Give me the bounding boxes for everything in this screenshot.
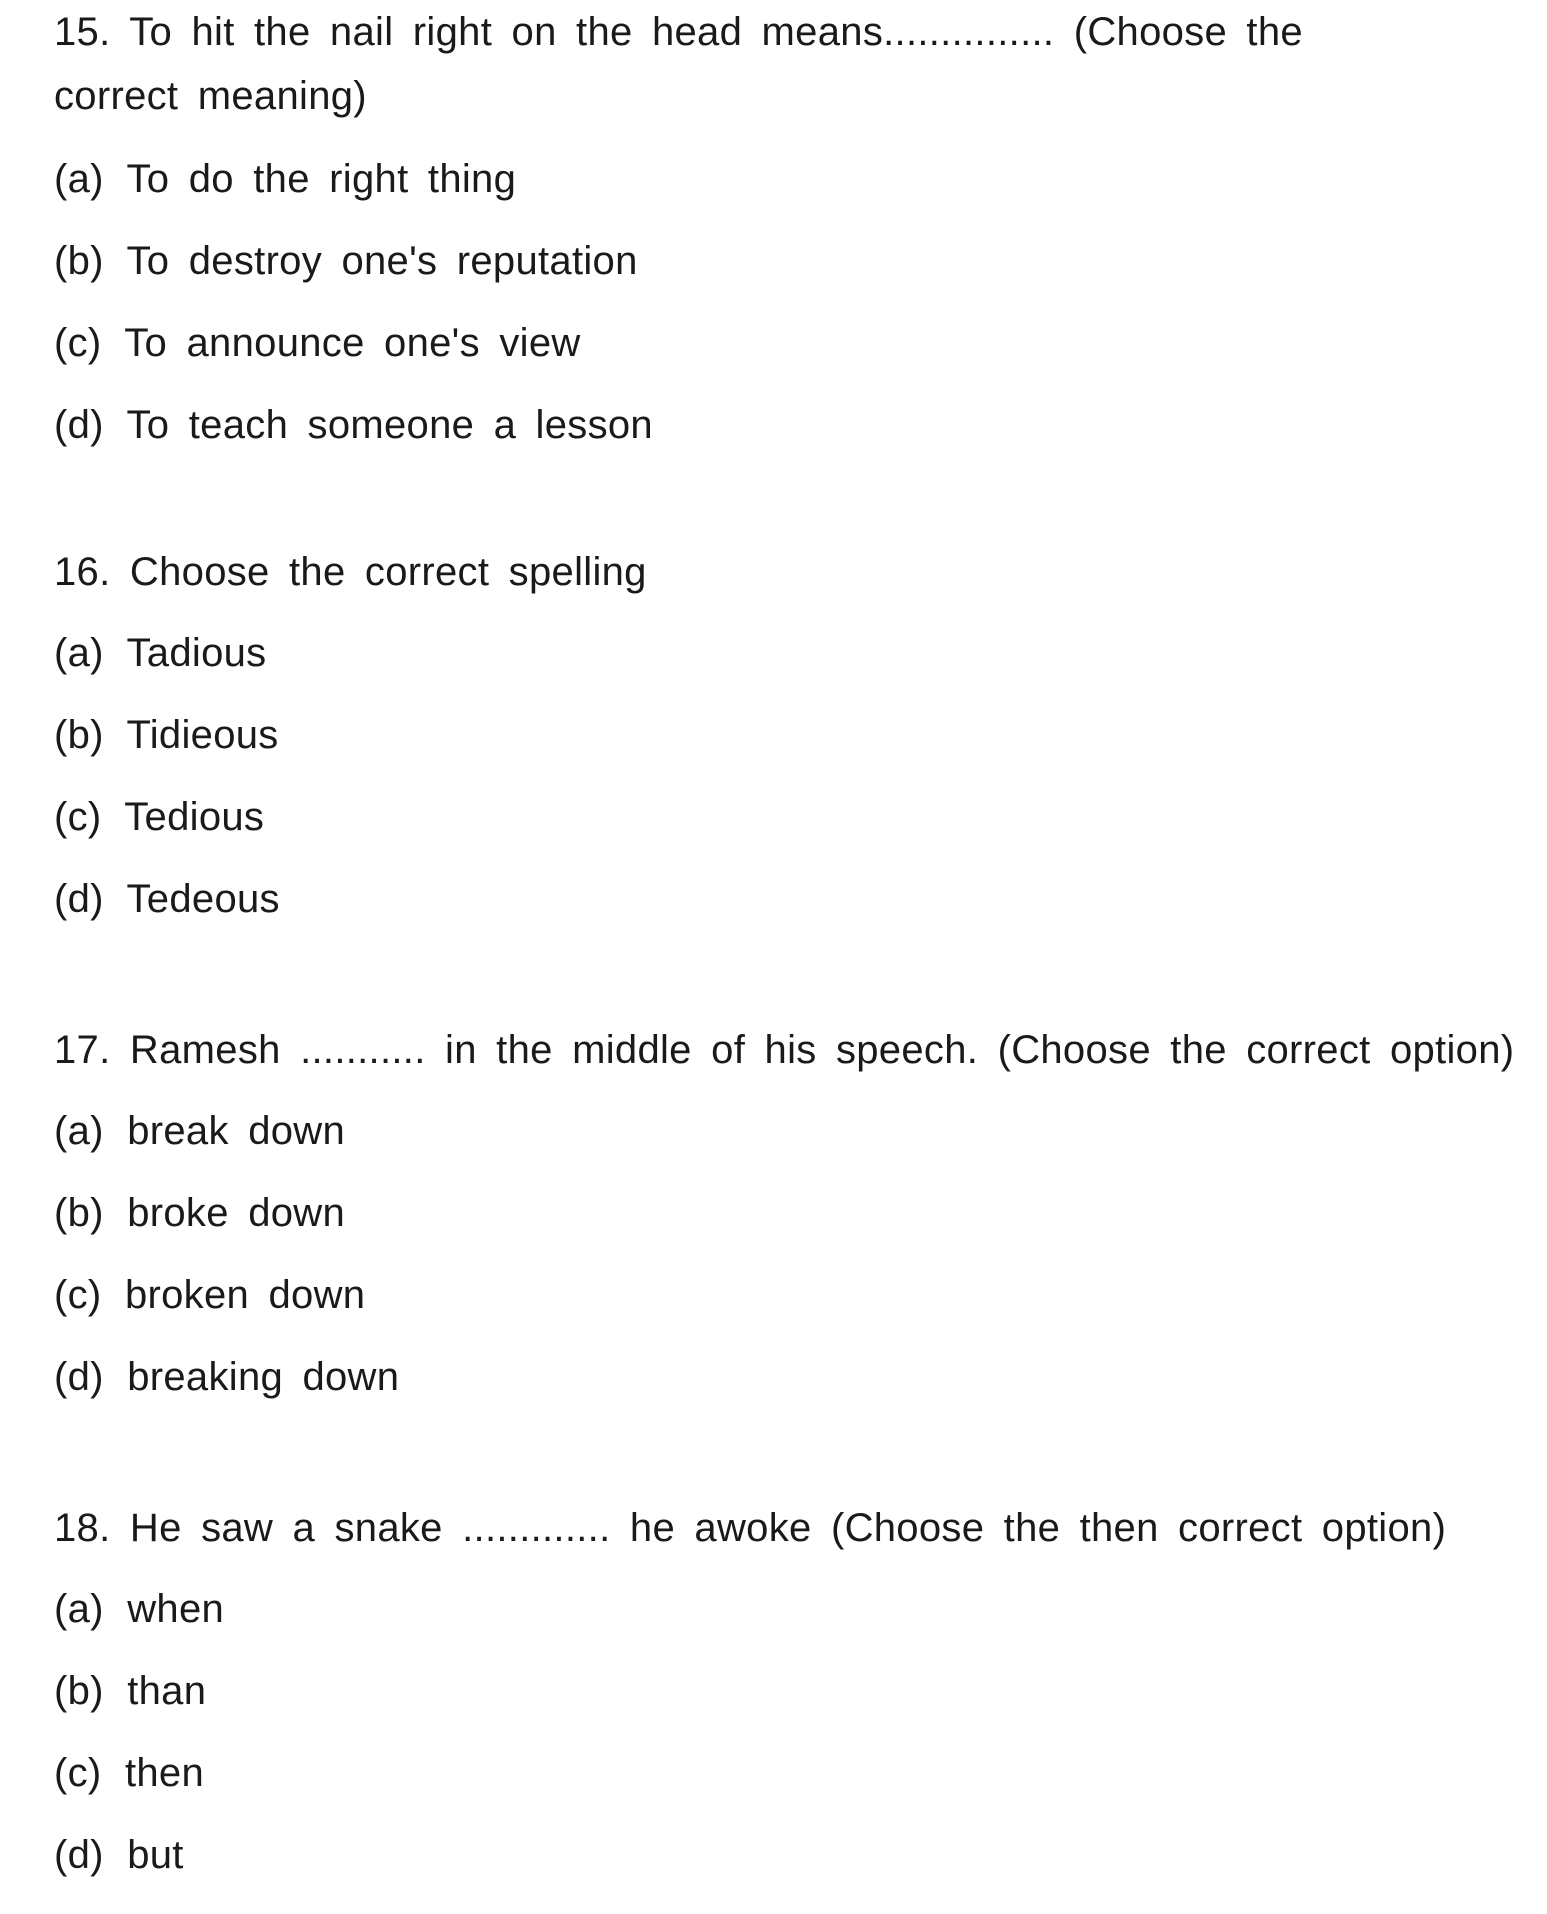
option-letter: (b) bbox=[54, 1669, 104, 1713]
option-text: Tedeous bbox=[126, 877, 280, 921]
option-text: broken down bbox=[124, 1273, 366, 1317]
question-16 bbox=[54, 540, 1494, 940]
option-text: To do the right thing bbox=[126, 157, 517, 201]
option-letter: (b) bbox=[54, 713, 104, 757]
option-letter: (b) bbox=[54, 1191, 104, 1235]
option-letter: (a) bbox=[54, 1587, 104, 1631]
option-a[interactable] bbox=[54, 1090, 1494, 1172]
option-list bbox=[54, 612, 1494, 940]
question-17 bbox=[54, 1018, 1515, 1418]
option-c[interactable] bbox=[54, 1254, 1494, 1336]
option-b[interactable] bbox=[54, 220, 1494, 302]
option-text: when bbox=[127, 1587, 225, 1631]
option-letter: (c) bbox=[54, 321, 102, 365]
option-text: Tadious bbox=[126, 631, 267, 675]
option-c[interactable] bbox=[54, 1732, 1494, 1814]
option-c[interactable] bbox=[54, 302, 1494, 384]
option-text: then bbox=[124, 1751, 205, 1795]
question-15 bbox=[54, 0, 1494, 466]
question-stem: 16. Choose the correct spelling bbox=[54, 550, 647, 594]
option-list bbox=[54, 138, 1494, 466]
option-text: but bbox=[127, 1833, 184, 1877]
option-text: Tidieous bbox=[126, 713, 279, 757]
option-list bbox=[54, 1090, 1494, 1418]
option-d[interactable] bbox=[54, 384, 1494, 466]
option-a[interactable] bbox=[54, 612, 1494, 694]
question-stem: 15. To hit the nail right on the head means............... (Choose the correct meaning) bbox=[54, 10, 1303, 118]
option-a[interactable] bbox=[54, 138, 1494, 220]
option-letter: (c) bbox=[54, 1751, 102, 1795]
option-text: To announce one's view bbox=[124, 321, 581, 365]
option-d[interactable] bbox=[54, 1336, 1494, 1418]
option-text: To teach someone a lesson bbox=[126, 403, 653, 447]
option-text: To destroy one's reputation bbox=[126, 239, 638, 283]
option-text: than bbox=[127, 1669, 207, 1713]
option-letter: (d) bbox=[54, 1833, 104, 1877]
option-b[interactable] bbox=[54, 694, 1494, 776]
option-b[interactable] bbox=[54, 1650, 1494, 1732]
option-text: Tedious bbox=[124, 795, 265, 839]
option-text: breaking down bbox=[127, 1355, 400, 1399]
option-text: break down bbox=[127, 1109, 346, 1153]
option-d[interactable] bbox=[54, 1814, 1494, 1896]
option-text: broke down bbox=[127, 1191, 346, 1235]
option-d[interactable] bbox=[54, 858, 1494, 940]
option-letter: (a) bbox=[54, 1109, 104, 1153]
question-stem: 18. He saw a snake ............. he awoke (Choose the then correct option) bbox=[54, 1506, 1447, 1550]
question-stem: 17. Ramesh ........... in the middle of his speech. (Choose the correct option) bbox=[54, 1028, 1515, 1072]
option-a[interactable] bbox=[54, 1568, 1494, 1650]
option-letter: (a) bbox=[54, 631, 104, 675]
option-letter: (d) bbox=[54, 1355, 104, 1399]
option-letter: (c) bbox=[54, 1273, 102, 1317]
question-18 bbox=[54, 1496, 1494, 1896]
option-letter: (d) bbox=[54, 403, 104, 447]
option-b[interactable] bbox=[54, 1172, 1494, 1254]
option-letter: (b) bbox=[54, 239, 104, 283]
option-letter: (d) bbox=[54, 877, 104, 921]
option-c[interactable] bbox=[54, 776, 1494, 858]
option-letter: (c) bbox=[54, 795, 102, 839]
option-list bbox=[54, 1568, 1494, 1896]
option-letter: (a) bbox=[54, 157, 104, 201]
